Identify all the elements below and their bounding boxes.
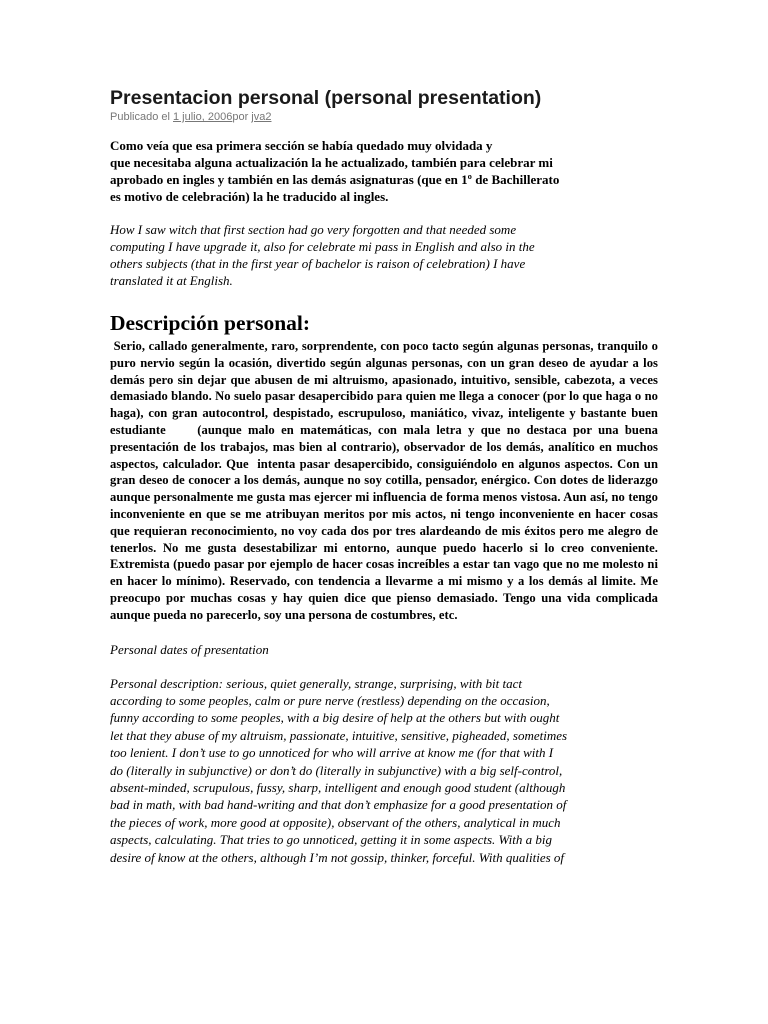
description-english	[110, 675, 658, 866]
intro-spanish	[110, 137, 658, 205]
desc-en-line: let that they abuse of my altruism, passionate, intuitive, sensitive, pigheaded, sometimes	[110, 727, 568, 743]
blog-post	[110, 86, 662, 866]
intro-en-line: computing I have upgrade it, also for celebrate mi pass in English and also in the	[110, 239, 535, 254]
desc-en-line: funny according to some peoples, with a big desire of help at the others but with ought	[110, 710, 560, 726]
desc-en-line: desire of know at the others, although I’m not gossip, thinker, forceful. With qualities of	[110, 849, 565, 865]
desc-en-line: too lenient. I don’t use to go unnoticed for who will arrive at know me (for that with I	[110, 745, 554, 761]
intro-en-line: How I saw witch that first section had go very forgotten and that needed some	[110, 222, 517, 237]
post-meta	[110, 111, 658, 124]
description-spanish: Serio, callado generalmente, raro, sorprendente, con poco tacto según algunas personas, tranquilo o puro nervio según la ocasión, divertido según algunas personas, con un gran deseo de ayudar a los demás pero sin dejar que abusen de mi altruismo, apasionado, intuitivo, sensible, cabezota, a veces demasiado blando. No suelo pasar desapercibido para quien me llega a conocer (por lo que haga o no haga), con gran autocontrol, despistado, escrupuloso, maniático, vivaz, inteligente y bastante buen estudiante (aunque malo en matemáticas, con mala letra y que no destaca por una buena presentación de los trabajos, mas bien al contrario), observador de los demás, analítico en muchos aspectos, calculador. Que intenta pasar desapercibido, consiguiéndolo en algunos aspectos. Con un gran deseo de conocer a los demás, aunque no soy cotilla, pensador, enérgico. Con dotes de liderazgo aunque personalmente me gusta mas ejercer mi influencia de forma menos vistosa. Aun así, no tengo inconveniente en que se me atribuyan meritos por mis actos, ni tengo inconveniente en hacer cosas que requieran reconocimiento, no voy cada dos por tres alardeando de mis éxitos pero me alegro de tenerlos. No me gusta desestabilizar mi entorno, aunque puedo hacerlo si lo creo conveniente. Extremista (puedo pasar por ejemplo de hacer cosas increíbles a estar tan vago que no me molesto ni en hacer lo mínimo). Reservado, con tendencia a llevarme a mi mismo y a los demás al limite. Me preocupo por muchas cosas y hay quien dice que pienso demasiado. Tengo una vida complicada aunque pueda no parecerlo, soy una persona de costumbres, etc.	[110, 339, 662, 622]
meta-prefix: Publicado el	[110, 111, 173, 123]
desc-en-line: according to some peoples, calm or pure nerve (restless) depending on the occasion,	[110, 692, 550, 708]
intro-english	[110, 221, 658, 289]
dates-heading: Personal dates of presentation	[110, 641, 269, 657]
desc-en-line: Personal description: serious, quiet generally, strange, surprising, with bit tact	[110, 675, 523, 691]
desc-en-line: bad in math, with bad hand-writing and that don’t emphasize for a good presentation of	[110, 797, 567, 813]
intro-es-line: aprobado en ingles y también en las demás asignaturas (que en 1º de Bachillerato	[110, 172, 560, 187]
intro-es-line: que necesitaba alguna actualización la he actualizado, también para celebrar mi	[110, 155, 553, 170]
section-heading: Descripción personal:	[110, 311, 311, 335]
meta-by: por	[232, 111, 252, 123]
intro-en-line: others subjects (that in the first year of bachelor is raison of celebration) I have	[110, 256, 526, 271]
intro-es-line: Como veía que esa primera sección se había quedado muy olvidada y	[110, 138, 493, 153]
desc-en-line: the pieces of work, more good at opposite), observant of the others, analytical in much	[110, 814, 561, 830]
intro-en-line: translated it at English.	[110, 273, 233, 288]
post-date-link[interactable]: 1 julio, 2006	[173, 111, 233, 123]
post-author-link[interactable]: jva2	[251, 111, 272, 123]
intro-es-line: es motivo de celebración) la he traducido al ingles.	[110, 189, 389, 204]
post-title: Presentacion personal (personal presentation)	[110, 87, 542, 109]
desc-en-line: do (literally in subjunctive) or don’t do (literally in subjunctive) with a big self-control,	[110, 762, 563, 778]
desc-en-line: absent-minded, scrupulous, fussy, sharp, intelligent and enough good student (although	[110, 779, 566, 795]
desc-en-line: aspects, calculating. That tries to go unnoticed, getting it in some aspects. With a big	[110, 832, 552, 848]
